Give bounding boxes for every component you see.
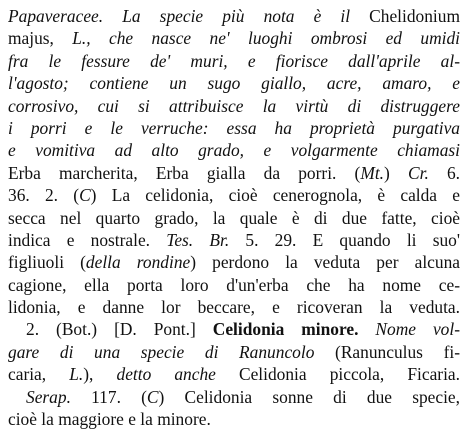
text-line-7: e vomitiva ad alto grado, e volgarmente chiamasi <box>8 140 460 161</box>
text-line-6: i porri e le verruche: essa ha proprietà purgativa <box>8 117 460 138</box>
text-segment: 2. (Bot.) [D. Pont.] <box>26 319 213 340</box>
text-segment: ) Celidonia sonne di due specie, <box>158 386 460 407</box>
text-line-5: corrosivo, cui si attribuisce la virtù di distruggere <box>8 95 460 116</box>
text-segment: L. <box>69 364 84 385</box>
text-segment: Papaveracee. La specie più nota è il <box>8 6 370 26</box>
text-segment: majus, <box>8 28 73 49</box>
text-line-9 <box>8 184 460 206</box>
text-segment: Tes. Br. <box>166 229 230 250</box>
text-line-1 <box>8 5 460 27</box>
text-segment: (Ranunculus fi- <box>314 341 460 362</box>
text-line-10: secca nel quarto grado, la quale è di due fatte, cioè <box>8 207 460 228</box>
text-segment: Celidonia piccola, Ficaria. <box>215 364 460 385</box>
text-segment: ) perdono la veduta per alcuna <box>190 252 460 273</box>
text-segment: 5. 29. E quando li suo' <box>229 229 460 250</box>
text-line-15 <box>8 318 460 340</box>
text-segment: 6. <box>428 162 460 183</box>
text-line-12 <box>8 251 460 273</box>
text-segment: indica e nostrale. <box>8 229 167 250</box>
text-segment: 36. 2. ( <box>8 185 80 206</box>
text-line-19: cioè la maggiore e la minore. <box>8 409 211 430</box>
text-line-11 <box>8 229 460 251</box>
text-line-18 <box>8 386 460 408</box>
text-segment: ) La celidonia, cioè cenerognola, è calda e <box>90 185 460 206</box>
text-segment: gare di una specie di Ranuncolo <box>8 341 315 362</box>
text-segment: Cr. <box>408 162 429 183</box>
text-line-8 <box>8 162 460 184</box>
text-line-17 <box>8 363 460 385</box>
text-line-4: l'agosto; contiene un sugo giallo, acre, amaro, e <box>8 73 460 94</box>
text-segment: caria, <box>8 364 70 385</box>
text-segment: Chelidonium <box>369 6 460 26</box>
text-line-16 <box>8 341 460 363</box>
text-segment: Serap. <box>26 386 71 407</box>
text-segment: figliuoli ( <box>8 252 86 273</box>
text-segment: Mt. <box>360 162 385 183</box>
text-segment: Nome vol- <box>358 319 460 340</box>
text-segment: C <box>146 386 159 407</box>
text-line-2 <box>8 27 460 49</box>
text-line-13: cagione, ella porta loro d'un'erba che ha nome ce- <box>8 274 460 295</box>
text-segment: detto anche <box>116 364 216 385</box>
text-segment: 117. ( <box>70 386 147 407</box>
text-segment: C <box>79 185 91 206</box>
sense-headword: Celidonia minore. <box>212 319 359 340</box>
text-segment: ), <box>83 364 117 385</box>
text-segment: , che nasce ne' luoghi ombrosi ed umidi <box>86 28 460 49</box>
text-segment: L. <box>72 28 87 49</box>
text-line-14: lidonia, e danne lor beccare, e ricoveran la veduta. <box>8 297 460 318</box>
text-segment: ) <box>384 162 408 183</box>
text-segment: Erba marcherita, Erba gialla da porri. ( <box>8 162 361 183</box>
text-line-3: fra le fessure de' muri, e fiorisce dall'aprile al- <box>8 50 460 71</box>
text-segment: della rondine <box>85 252 191 273</box>
